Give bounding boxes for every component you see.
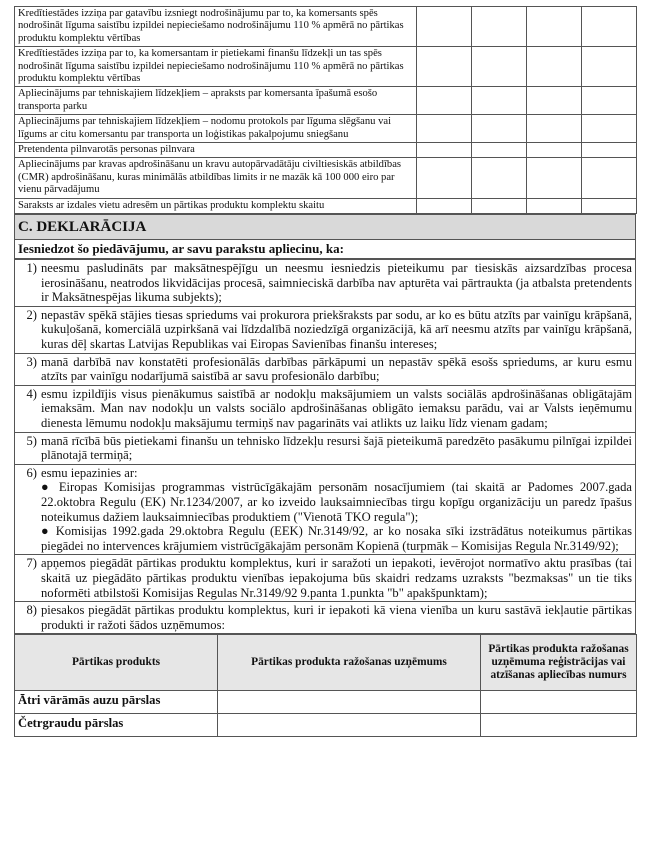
item-text: [41, 555, 636, 602]
document-check-cell[interactable]: [582, 115, 637, 143]
item-text: [41, 385, 636, 432]
document-check-cell[interactable]: [527, 47, 582, 87]
list-item: [15, 353, 636, 385]
item-text: [41, 260, 636, 307]
document-check-cell[interactable]: [472, 115, 527, 143]
item-text: [41, 432, 636, 464]
table-row: [15, 87, 637, 115]
item-main-text: manā darbībā nav konstatēti profesionālās darbības pārkāpumi un nepastāv spēkā esošs spriedums, ar kuru esmu atzīts par vainīgu nodarījumā saistībā ar savu profesionālo darbību;: [41, 354, 632, 384]
document-check-cell[interactable]: [527, 158, 582, 198]
header-registration-number: Pārtikas produkta ražošanas uzņēmuma reģistrācijas vai atzīšanas apliecības numurs: [481, 635, 637, 691]
header-manufacturer: Pārtikas produkta ražošanas uzņēmums: [218, 635, 481, 691]
product-name: Ātri vārāmās auzu pārslas: [15, 691, 218, 714]
item-number: 4): [15, 385, 42, 432]
declaration-intro: Iesniedzot šo piedāvājumu, ar savu parakstu apliecinu, ka:: [15, 240, 636, 259]
registration-cell[interactable]: [481, 714, 637, 737]
document-check-cell[interactable]: [472, 143, 527, 158]
list-item: [15, 306, 636, 353]
list-item: [15, 555, 636, 602]
document-description: Apliecinājums par kravas apdrošināšanu un kravu autopārvadātāju civiltiesiskās atbildības (CMR) apdrošināšanu, kuras minimālās atbildības limits ir ne mazāk kā 100 000 eiro par vienu pārvadājumu: [15, 158, 417, 198]
item-bullet: ● Komisijas 1992.gada 29.oktobra Regulu (EEK) Nr.3149/92, ar ko nosaka sīki izstrādātus noteikumus pārtikas piegādei no intervences krājumiem vistrūcīgākajām personām Kopienā (turpmāk – Komisijas Regula Nr.3149/92);: [41, 524, 632, 553]
item-number: 1): [15, 260, 42, 307]
item-text: [41, 306, 636, 353]
document-check-cell[interactable]: [582, 143, 637, 158]
document-description: Apliecinājums par tehniskajiem līdzekļiem – apraksts par komersanta īpašumā esošo transporta parku: [15, 87, 417, 115]
item-main-text: nepastāv spēkā stājies tiesas spriedums vai prokurora priekšraksts par sodu, ar ko es būtu atzīts par vainīgu krāpšanā, kukuļošanā, komerciālā uzpirkšanā vai līdzdalībā noziedzīgā organizācijā, kā arī neesmu atzīts par vainīgu krāpšanā, kuras dēļ skartas Latvijas Republikas vai Eiropas Savienības finanšu intereses;: [41, 307, 632, 352]
item-number: 5): [15, 432, 42, 464]
document-check-cell[interactable]: [582, 198, 637, 213]
item-number: 3): [15, 353, 42, 385]
section-c-title: C. DEKLARĀCIJA: [15, 215, 636, 240]
item-main-text: esmu izpildījis visus pienākumus saistībā ar nodokļu maksājumiem un valsts sociālās apdrošināšanas obligātajām iemaksām. Man nav nodokļu un valsts sociālo apdrošināšanas obligāto iemaksu parādu, vai ar Valsts ieņēmumu dienesta lēmumu nodokļu maksājumu termiņš nav pagarināts vai atlikts uz laiku līdz vienam gadam;: [41, 386, 632, 431]
document-check-cell[interactable]: [417, 7, 472, 47]
document-check-cell[interactable]: [417, 198, 472, 213]
document-check-cell[interactable]: [527, 87, 582, 115]
list-item: [15, 385, 636, 432]
document-check-cell[interactable]: [472, 198, 527, 213]
table-row: [15, 714, 637, 737]
manufacturer-cell[interactable]: [218, 691, 481, 714]
declaration-items: [14, 259, 636, 634]
list-item: [15, 464, 636, 555]
manufacturer-cell[interactable]: [218, 714, 481, 737]
table-row: [15, 143, 637, 158]
document-description: Pretendenta pilnvarotās personas pilnvara: [15, 143, 417, 158]
document-check-cell[interactable]: [582, 158, 637, 198]
document-check-cell[interactable]: [472, 158, 527, 198]
document-check-cell[interactable]: [417, 143, 472, 158]
table-row: [15, 7, 637, 47]
document-check-cell[interactable]: [417, 47, 472, 87]
list-item: [15, 432, 636, 464]
list-item: [15, 602, 636, 634]
table-row: [15, 691, 637, 714]
item-text: [41, 353, 636, 385]
document-check-cell[interactable]: [417, 115, 472, 143]
document-check-cell[interactable]: [417, 158, 472, 198]
item-main-text: apņemos piegādāt pārtikas produktu komplektus, kuri ir saražoti un iepakoti, ievērojot normatīvo aktu prasības (tai skaitā uz piegādāto pārtikas produktu vienības iepakojuma būs skaidri redzams uzraksts "bezmaksas" un tie tiks noformēti atbilstoši Komisijas Regulas Nr.3149/92 9.panta 1.punkta "b" apakšpunktam);: [41, 556, 632, 600]
table-row: [15, 198, 637, 213]
list-item: [15, 260, 636, 307]
document-check-cell[interactable]: [582, 47, 637, 87]
document-page: [14, 6, 636, 737]
item-number: 7): [15, 555, 42, 602]
product-name: Četrgraudu pārslas: [15, 714, 218, 737]
document-check-cell[interactable]: [527, 7, 582, 47]
document-description: Kredītiestādes izziņa par to, ka komersantam ir pietiekami finanšu līdzekļi un tas spēs nodrošināt līguma saistību izpildei nepieciešamo nodrošinājumu 110 % apmērā no pārtikas produktu komplektu vērtības: [15, 47, 417, 87]
item-text: [41, 602, 636, 634]
item-number: 2): [15, 306, 42, 353]
item-bullet: ● Eiropas Komisijas programmas vistrūcīgākajām personām nosacījumiem (tai skaitā ar Padomes 2007.gada 22.oktobra Regulu (EK) Nr.1234/2007, ar ko izveido lauksaimniecības tirgu kopīgu organizāciju un paredz īpašus noteikumus dažiem lauksaimniecības produktiem ("Vienotā TKO regula");: [41, 480, 632, 524]
item-main-text: esmu iepazinies ar:: [41, 465, 138, 480]
item-number: 8): [15, 602, 42, 634]
document-check-cell[interactable]: [472, 7, 527, 47]
item-main-text: manā rīcībā būs pietiekami finanšu un tehnisko līdzekļu resursi šajā pieteikumā paredzēto pasākumu pilnīgai izpildei plānotajā termiņā;: [41, 433, 632, 463]
document-description: Kredītiestādes izziņa par gatavību izsniegt nodrošinājumu par to, ka komersants spēs nodrošināt līguma saistību izpildei nepieciešamo nodrošinājumu 110 % apmērā no pārtikas produktu komplektu vērtības: [15, 7, 417, 47]
item-main-text: piesakos piegādāt pārtikas produktu komplektus, kuri ir iepakoti kā viena vienība un kuru sastāvā iekļautie pārtikas produkti ir ražoti šādos uzņēmumos:: [41, 603, 632, 632]
registration-cell[interactable]: [481, 691, 637, 714]
declaration-header: [14, 214, 636, 259]
header-product: Pārtikas produkts: [15, 635, 218, 691]
document-check-cell[interactable]: [582, 87, 637, 115]
item-main-text: neesmu pasludināts par maksātnespējīgu un neesmu iesniedzis pieteikumu par tiesiskās aizsardzības procesa ierosināšanu, neatrodos likvidācijas procesā, saimnieciskā darbība nav apturēta vai pārtraukta (ja atbalsta pretendents ir Maksātnespējas likuma subjekts);: [41, 261, 632, 305]
document-check-cell[interactable]: [527, 115, 582, 143]
table-row: [15, 158, 637, 198]
document-check-cell[interactable]: [527, 143, 582, 158]
products-table: [14, 634, 637, 737]
table-row: [15, 47, 637, 87]
item-text: [41, 464, 636, 555]
documents-table: [14, 6, 637, 214]
document-check-cell[interactable]: [417, 87, 472, 115]
document-check-cell[interactable]: [472, 47, 527, 87]
document-check-cell[interactable]: [527, 198, 582, 213]
document-check-cell[interactable]: [472, 87, 527, 115]
item-number: 6): [15, 464, 42, 555]
document-description: Saraksts ar izdales vietu adresēm un pārtikas produktu komplektu skaitu: [15, 198, 417, 213]
document-check-cell[interactable]: [582, 7, 637, 47]
document-description: Apliecinājums par tehniskajiem līdzekļiem – nodomu protokols par līguma slēgšanu vai līgums ar citu komersantu par transporta un loģistikas pakalpojumu sniegšanu: [15, 115, 417, 143]
table-row: [15, 115, 637, 143]
